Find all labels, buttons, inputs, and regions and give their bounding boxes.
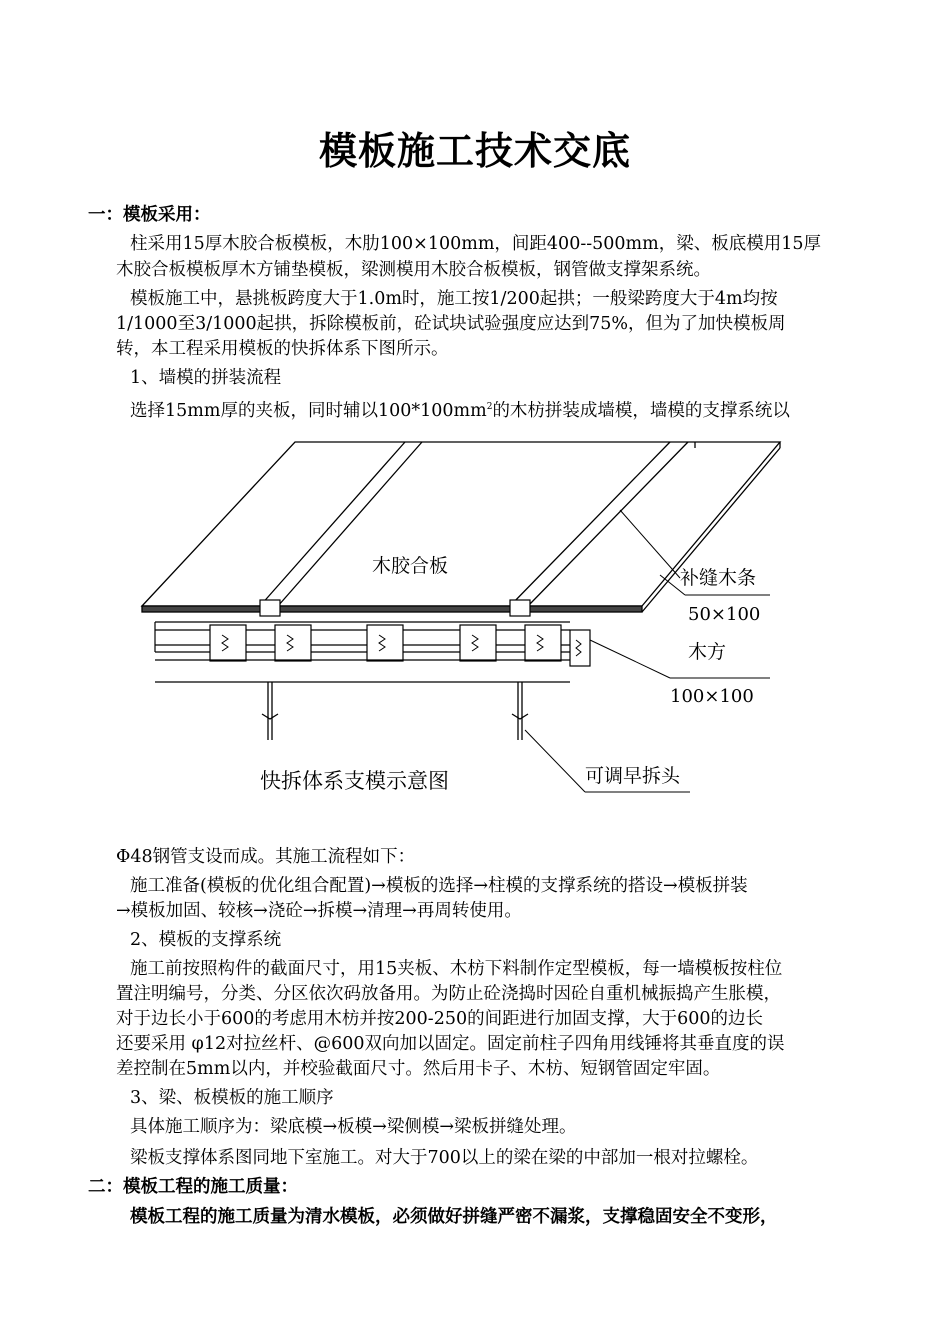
steel-beam bbox=[155, 660, 570, 682]
paragraph-line: 转，本工程采用模板的快拆体系下图所示。 bbox=[116, 339, 449, 359]
label-timber-size: 100×100 bbox=[670, 686, 754, 707]
paragraph-line: 模板施工中，悬挑板跨度大于1.0m时，施工按1/200起拱；一般梁跨度大于4m均按 bbox=[130, 289, 778, 309]
subheading: 2、模板的支撑系统 bbox=[130, 930, 282, 950]
subheading: 3、梁、板模板的施工顺序 bbox=[130, 1088, 334, 1108]
label-plywood: 木胶合板 bbox=[371, 555, 449, 577]
paragraph-line: 梁板支撑体系图同地下室施工。对大于700以上的梁在梁的中部加一根对拉螺栓。 bbox=[130, 1148, 759, 1168]
superscript: 2 bbox=[486, 402, 493, 412]
paragraph-line: 1/1000至3/1000起拱，拆除模板前，砼试块试验强度应达到75%，但为了加快模板周 bbox=[116, 314, 786, 334]
figure-caption: 快拆体系支模示意图 bbox=[260, 769, 449, 793]
label-strip-size: 50×100 bbox=[688, 604, 761, 625]
label-timber: 木方 bbox=[688, 641, 727, 663]
paragraph-line: →模板加固、较核→浇砼→拆模→清理→再周转使用。 bbox=[116, 901, 522, 921]
subheading: 1、墙模的拼装流程 bbox=[130, 368, 282, 388]
paragraph-line: 施工前按照构件的截面尺寸，用15夹板、木枋下料制作定型模板，每一墙模板按柱位 bbox=[130, 959, 783, 979]
paragraph-line: 木胶合板模板厚木方铺垫模板，梁测模用木胶合板模板，钢管做支撑架系统。 bbox=[116, 260, 711, 280]
paragraph-line: 对于边长小于600的考虑用木枋并按200-250的间距进行加固支撑，大于600的边长 bbox=[116, 1009, 764, 1029]
paragraph-line: 差控制在5mm以内，并校验截面尺寸。然后用卡子、木枋、短钢管固定牢固。 bbox=[116, 1059, 721, 1079]
paragraph-line: 模板工程的施工质量为清水模板，必须做好拼缝严密不漏浆，支撑稳固安全不变形， bbox=[130, 1207, 778, 1227]
paragraph-line: 柱采用15厚木胶合板模板，木肋100×100mm，间距400--500mm，梁、板底模用15厚 bbox=[130, 234, 822, 254]
paragraph-line: 具体施工顺序为：梁底模→板模→梁侧模→梁板拼缝处理。 bbox=[130, 1117, 577, 1137]
paragraph-line: Φ48钢管支设而成。其施工流程如下： bbox=[116, 847, 416, 867]
page-title: 模板施工技术交底 bbox=[318, 128, 631, 173]
paragraph-line: 施工准备(模板的优化组合配置)→模板的选择→柱模的支撑系统的搭设→模板拼装 bbox=[130, 876, 748, 896]
paragraph-line: 置注明编号，分类、分区依次码放备用。为防止砼浇捣时因砼自重机械振捣产生胀模， bbox=[116, 984, 781, 1004]
paragraph-line bbox=[130, 395, 850, 423]
adjustable-jacks bbox=[262, 682, 528, 740]
text-fragment: 的木枋拼装成墙模，墙模的支撑系统以 bbox=[492, 400, 790, 421]
text-fragment: 选择15mm厚的夹板，同时辅以100*100mm bbox=[130, 400, 487, 421]
section1-heading: 一：模板采用： bbox=[88, 205, 211, 225]
formwork-diagram bbox=[130, 430, 810, 830]
label-jack: 可调早拆头 bbox=[585, 765, 681, 787]
paragraph-line: 还要采用 φ12对拉丝杆、@600双向加以固定。固定前柱子四角用线锤将其垂直度的误 bbox=[116, 1034, 785, 1054]
label-strip: 补缝木条 bbox=[680, 567, 757, 589]
section2-heading: 二：模板工程的施工质量： bbox=[88, 1177, 298, 1197]
